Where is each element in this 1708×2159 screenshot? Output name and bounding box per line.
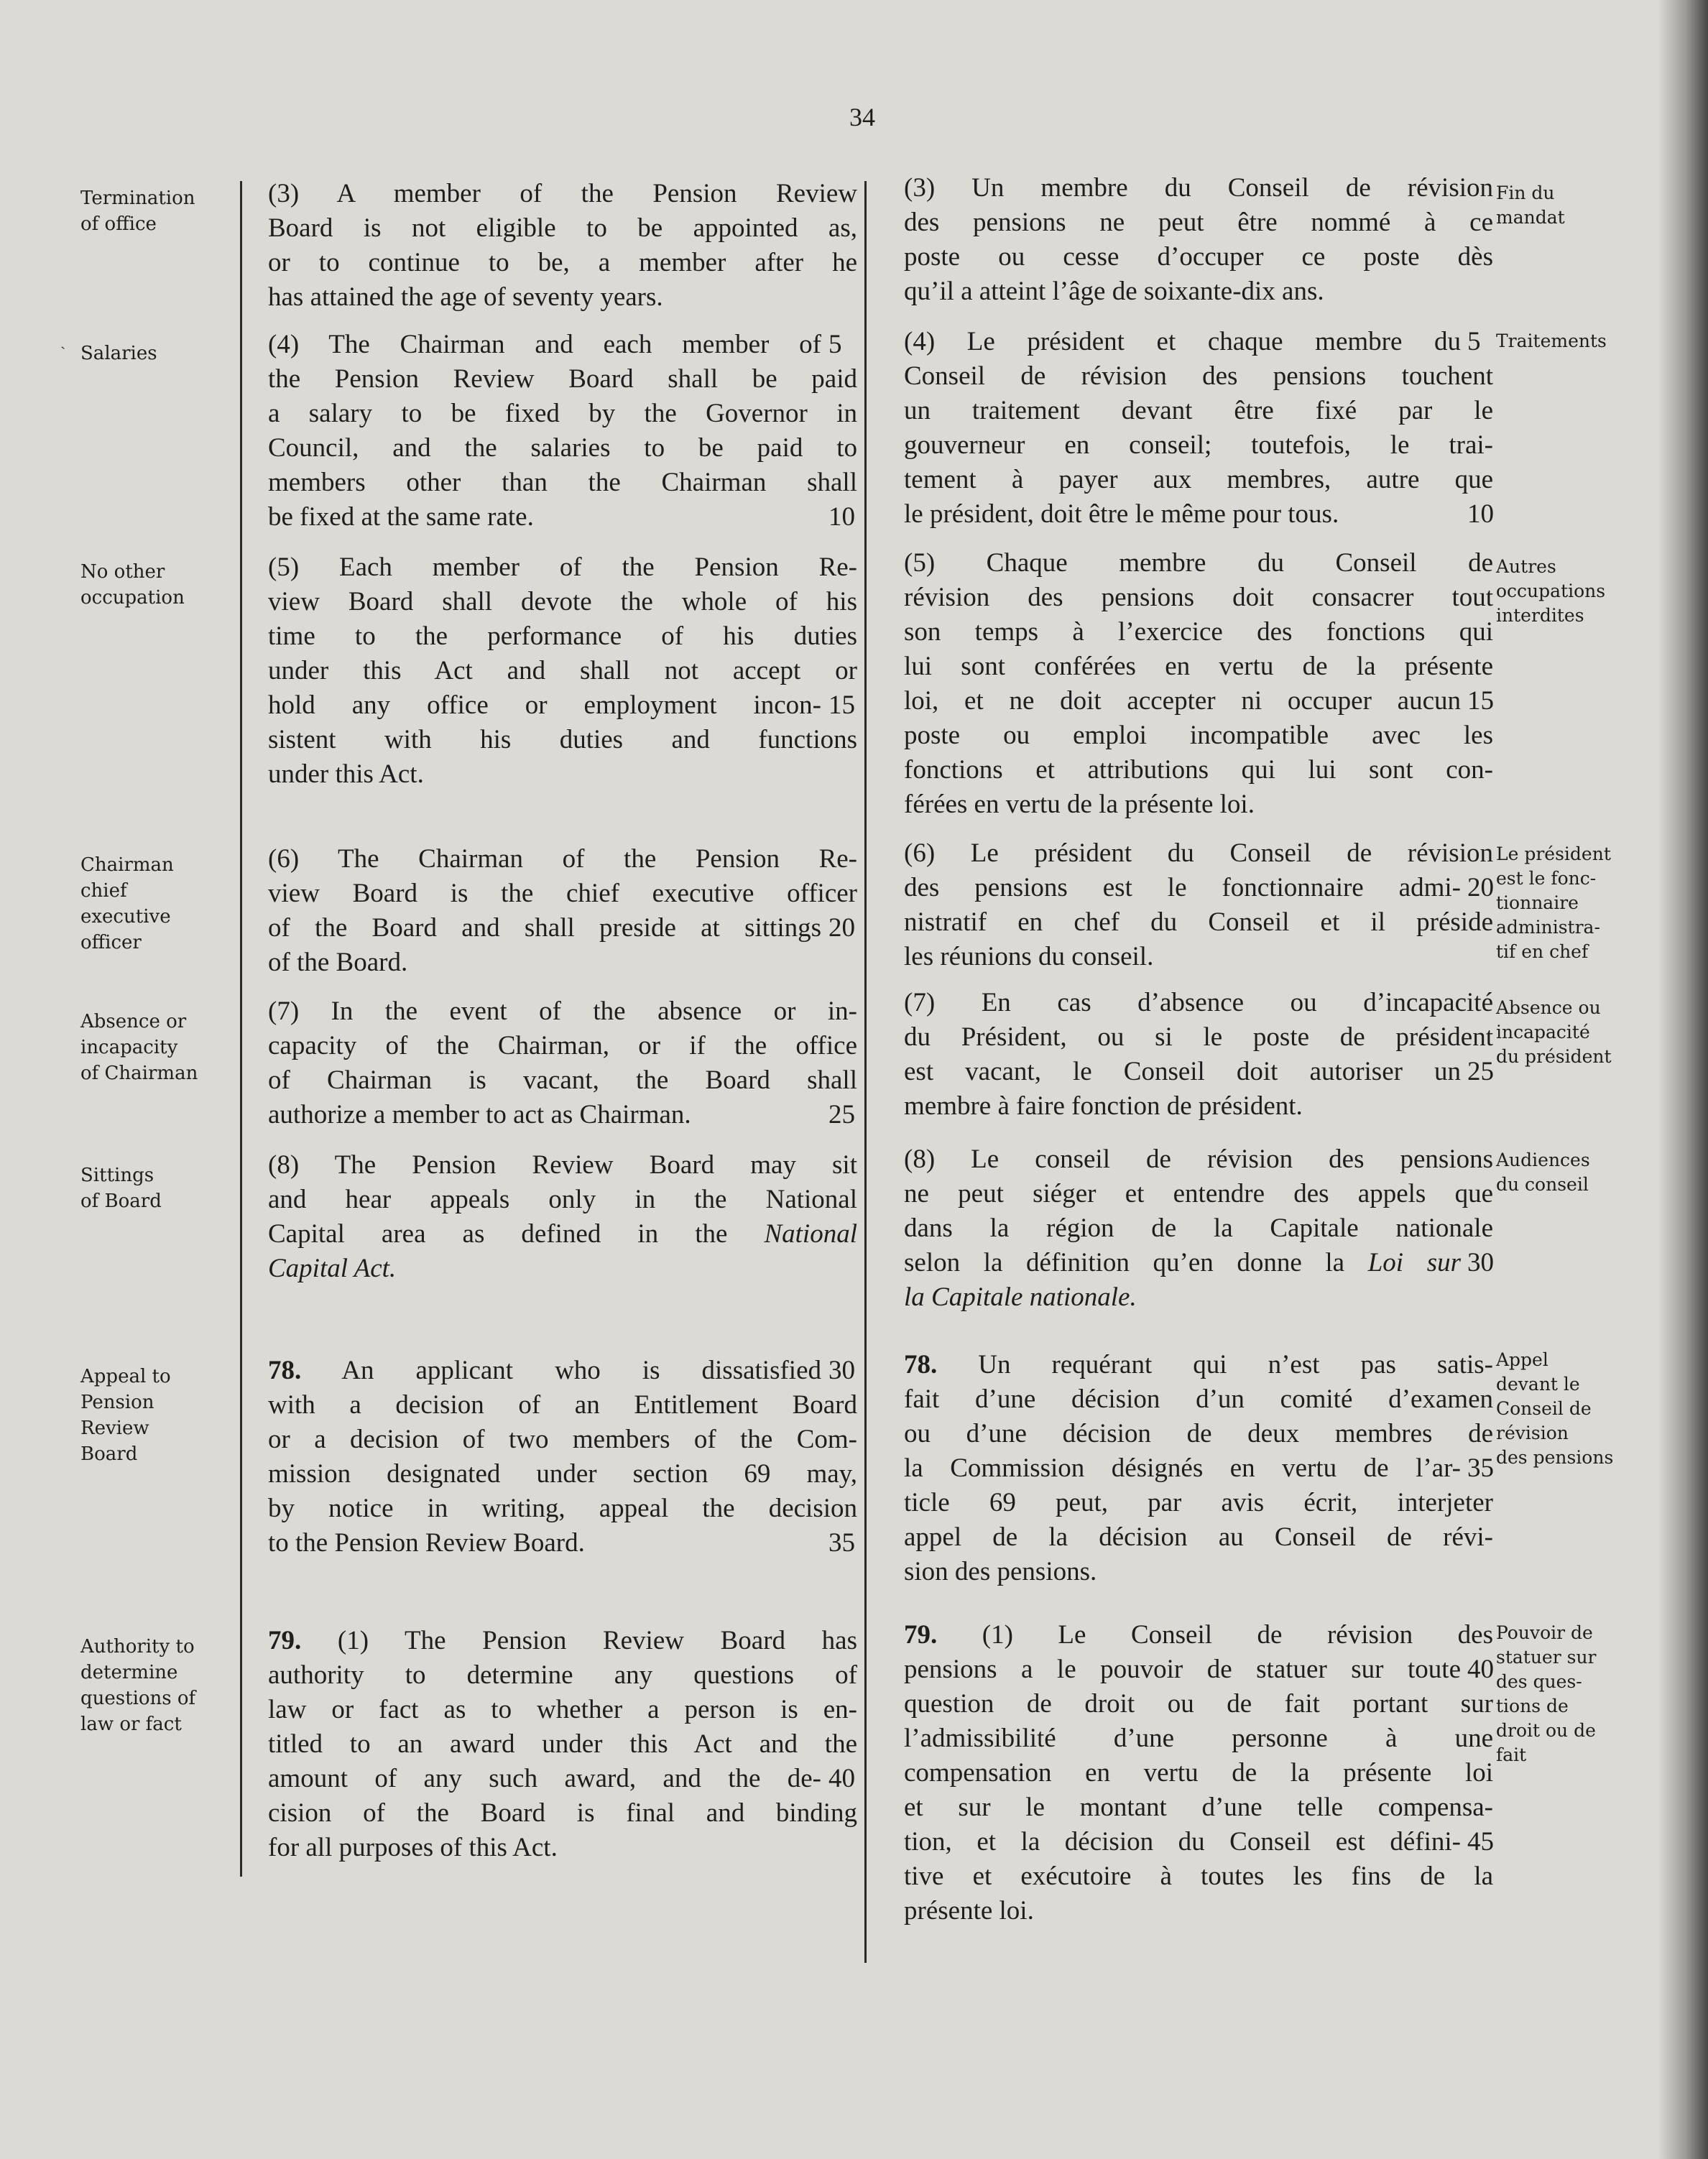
text-line <box>268 1693 857 1727</box>
line-text: tion, et la décision du Conseil est défini- <box>904 1827 1461 1857</box>
line-text: view Board is the chief executive officer <box>268 879 857 908</box>
paragraph <box>904 1618 1493 1928</box>
margin-note-line: tions de <box>1496 1696 1569 1716</box>
margin-note-left <box>80 559 231 611</box>
line-text: (5) Chaque membre du Conseil de <box>904 548 1493 578</box>
text-line <box>268 877 857 911</box>
left-column-rule <box>240 181 242 1877</box>
text-line <box>268 654 857 688</box>
line-text: la Commission désignés en vertu de l’ar- <box>904 1453 1461 1483</box>
line-text: tement à payer aux membres, autre que <box>904 465 1493 494</box>
text-line <box>268 177 857 211</box>
paragraph <box>904 325 1493 532</box>
margin-note-line: droit ou de <box>1496 1720 1596 1741</box>
margin-note-left <box>80 341 231 366</box>
line-text: for all purposes of this Act. <box>268 1833 558 1862</box>
line-text: le président, doit être le même pour tous. <box>904 499 1339 529</box>
line-number: 40 <box>1467 1655 1494 1684</box>
text-line <box>268 757 857 792</box>
margin-note-line: determine <box>80 1662 178 1683</box>
text-line <box>268 585 857 619</box>
paragraph <box>904 986 1493 1124</box>
text-line <box>268 619 857 654</box>
text-line <box>268 688 855 723</box>
margin-note-right <box>1496 996 1640 1069</box>
margin-note-line: devant le <box>1496 1374 1580 1395</box>
line-text: les réunions du conseil. <box>904 942 1154 971</box>
line-number: 25 <box>1467 1057 1494 1086</box>
line-text: loi, et ne doit accepter ni occuper aucun <box>904 686 1461 716</box>
text-line <box>268 500 855 535</box>
line-text: membre à faire fonction de président. <box>904 1091 1303 1121</box>
text-line <box>268 328 842 362</box>
text-line <box>904 394 1493 428</box>
text-line <box>268 994 857 1029</box>
paragraph <box>268 177 857 315</box>
line-text: ou d’une décision de deux membres de <box>904 1419 1493 1448</box>
line-text: 78. An applicant who is dissatisfied <box>268 1356 821 1385</box>
margin-note-line: Fin du <box>1496 182 1555 203</box>
text-line <box>904 1790 1493 1825</box>
text-line <box>268 280 857 315</box>
margin-note-line: law or fact <box>80 1714 182 1735</box>
text-line <box>268 1388 857 1423</box>
text-line <box>904 718 1493 753</box>
margin-note-line: du conseil <box>1496 1174 1589 1195</box>
margin-note-line: executive <box>80 906 171 928</box>
margin-note-line: administra- <box>1496 917 1600 938</box>
text-line <box>904 497 1494 532</box>
line-number: 45 <box>1467 1827 1494 1857</box>
text-line <box>268 362 857 397</box>
text-line <box>904 1618 1493 1652</box>
line-text: sion des pensions. <box>904 1557 1097 1586</box>
paragraph <box>268 842 857 980</box>
line-text: mission designated under section 69 may, <box>268 1459 857 1489</box>
margin-note-line: of Board <box>80 1191 162 1212</box>
margin-note-line: Termination <box>80 188 195 209</box>
text-line <box>268 1727 857 1762</box>
text-line <box>904 1555 1493 1589</box>
text-line <box>904 1211 1493 1246</box>
text-line <box>268 946 857 980</box>
text-line <box>904 684 1494 718</box>
margin-note-line: tif en chef <box>1496 941 1589 962</box>
text-line <box>268 1526 855 1561</box>
line-text: 78. Un requérant qui n’est pas satis- <box>904 1350 1493 1379</box>
line-text: (6) The Chairman of the Pension Re- <box>268 844 857 874</box>
text-line <box>904 1246 1494 1280</box>
margin-note-line: interdites <box>1496 605 1584 626</box>
text-line <box>268 1492 857 1526</box>
line-text: qu’il a atteint l’âge de soixante-dix ans. <box>904 277 1324 306</box>
text-line <box>268 466 857 500</box>
margin-note-line: Authority to <box>80 1636 195 1658</box>
margin-note-line: Conseil de <box>1496 1398 1592 1419</box>
line-number: 30 <box>828 1356 855 1385</box>
margin-tick-mark: ˋ <box>60 343 66 361</box>
margin-note-line: Traitements <box>1496 330 1607 351</box>
line-number: 10 <box>828 502 855 532</box>
text-line <box>904 1721 1493 1756</box>
margin-note-line: questions of <box>80 1688 196 1709</box>
line-number: 20 <box>1467 873 1494 902</box>
line-text: ticle 69 peut, par avis écrit, interjeter <box>904 1488 1493 1517</box>
text-line <box>904 1451 1494 1486</box>
text-line <box>268 1658 857 1693</box>
text-line <box>268 431 857 466</box>
line-text: of the Board. <box>268 948 408 977</box>
text-line <box>904 1486 1493 1520</box>
paragraph <box>268 994 857 1132</box>
text-line <box>904 546 1493 581</box>
margin-note-line: Sittings <box>80 1165 154 1186</box>
text-line <box>904 359 1493 394</box>
line-text: has attained the age of seventy years. <box>268 282 663 312</box>
line-text: fait d’une décision d’un comité d’examen <box>904 1384 1493 1414</box>
margin-note-line: révision <box>1496 1423 1569 1443</box>
page-number: 34 <box>849 103 875 131</box>
line-text: (4) Le président et chaque membre du <box>904 327 1461 356</box>
line-number: 40 <box>828 1764 855 1793</box>
line-text: du Président, ou si le poste de président <box>904 1022 1493 1052</box>
text-line <box>904 240 1493 274</box>
line-text: or a decision of two members of the Com- <box>268 1425 857 1454</box>
margin-note-line: officer <box>80 932 142 953</box>
paragraph <box>904 1348 1493 1589</box>
paragraph <box>904 1142 1493 1315</box>
line-text: (7) In the event of the absence or in- <box>268 997 857 1026</box>
text-line <box>904 1894 1493 1928</box>
line-text: and hear appeals only in the National <box>268 1185 857 1214</box>
paragraph <box>904 171 1493 309</box>
line-text: révision des pensions doit consacrer tout <box>904 583 1493 612</box>
margin-note-right <box>1496 181 1640 230</box>
line-text: amount of any such award, and the de- <box>268 1764 821 1793</box>
margin-note-left <box>80 852 231 956</box>
text-line <box>904 1417 1493 1451</box>
line-text: l’admissibilité d’une personne à une <box>904 1724 1493 1753</box>
margin-note-line: Pension <box>80 1392 154 1413</box>
text-line <box>904 986 1493 1020</box>
line-text: (3) Un membre du Conseil de révision <box>904 173 1493 203</box>
paragraph <box>904 546 1493 822</box>
line-text: la Capitale nationale. <box>904 1282 1137 1312</box>
paragraph <box>904 836 1493 974</box>
text-line <box>904 871 1494 905</box>
text-line <box>904 753 1493 787</box>
margin-note-line: Chairman <box>80 854 174 876</box>
line-number: 5 <box>1467 327 1481 356</box>
line-text: des pensions ne peut être nommé à ce <box>904 208 1493 237</box>
text-line <box>904 836 1493 871</box>
margin-note-right <box>1496 329 1640 353</box>
line-text: (8) The Pension Review Board may sit <box>268 1150 857 1180</box>
line-text: 79. (1) Le Conseil de révision des <box>904 1620 1493 1650</box>
line-text: pensions a le pouvoir de statuer sur toute <box>904 1655 1461 1684</box>
margin-note-line: incapacity <box>80 1037 178 1058</box>
line-text: titled to an award under this Act and the <box>268 1729 857 1759</box>
text-line <box>904 205 1493 240</box>
text-line <box>268 211 857 246</box>
paragraph <box>268 550 857 792</box>
text-line <box>268 1354 855 1388</box>
text-line <box>268 1183 857 1217</box>
paragraph <box>268 1624 857 1865</box>
line-text: Conseil de révision des pensions touchent <box>904 361 1493 391</box>
margin-note-line: Audiences <box>1496 1150 1590 1170</box>
line-text: under this Act and shall not accept or <box>268 656 857 685</box>
margin-note-right <box>1496 1148 1640 1197</box>
line-text: (6) Le président du Conseil de révision <box>904 838 1493 868</box>
line-text: son temps à l’exercice des fonctions qui <box>904 617 1493 647</box>
text-line <box>904 1055 1494 1089</box>
line-text: (8) Le conseil de révision des pensions <box>904 1145 1493 1174</box>
line-number: 15 <box>1467 686 1494 716</box>
text-line <box>904 1348 1493 1382</box>
text-line <box>268 1063 857 1098</box>
line-text: view Board shall devote the whole of his <box>268 587 857 616</box>
text-line <box>268 246 857 280</box>
text-line <box>904 940 1493 974</box>
text-line <box>268 550 857 585</box>
margin-note-line: No other <box>80 561 165 583</box>
margin-note-line: Review <box>80 1418 149 1439</box>
line-text: nistratif en chef du Conseil et il préside <box>904 907 1493 937</box>
line-text: dans la région de la Capitale nationale <box>904 1213 1493 1243</box>
margin-note-left <box>80 1364 231 1467</box>
margin-note-line: incapacité <box>1496 1022 1590 1042</box>
margin-note-line: est le fonc- <box>1496 868 1597 889</box>
line-number: 35 <box>1467 1453 1494 1483</box>
margin-note-line: chief <box>80 880 127 902</box>
text-line <box>904 1652 1494 1687</box>
text-line <box>904 1280 1493 1315</box>
page-edge-shadow <box>1658 0 1708 2159</box>
line-number: 35 <box>828 1528 855 1558</box>
paragraph <box>268 1148 857 1286</box>
line-text: (7) En cas d’absence ou d’incapacité <box>904 988 1493 1017</box>
text-line <box>904 463 1493 497</box>
text-line <box>268 1624 857 1658</box>
text-line <box>268 1796 857 1831</box>
margin-note-right <box>1496 842 1640 964</box>
margin-note-line: occupation <box>80 587 185 609</box>
line-text: lui sont conférées en vertu de la présente <box>904 652 1493 681</box>
line-number: 5 <box>828 330 842 359</box>
line-text: un traitement devant être fixé par le <box>904 396 1493 425</box>
margin-note-line: mandat <box>1496 207 1565 228</box>
margin-note-line: statuer sur <box>1496 1647 1597 1668</box>
text-line <box>904 1520 1493 1555</box>
paragraph <box>268 1354 857 1561</box>
text-line <box>904 325 1481 359</box>
line-text: law or fact as to whether a person is en- <box>268 1695 857 1724</box>
line-text: (4) The Chairman and each member of <box>268 330 821 359</box>
margin-note-line: Board <box>80 1443 138 1465</box>
margin-note-line: fait <box>1496 1744 1527 1765</box>
line-text: time to the performance of his duties <box>268 621 857 651</box>
line-text: (5) Each member of the Pension Re- <box>268 553 857 582</box>
margin-note-line: Appeal to <box>80 1366 171 1387</box>
line-text: cision of the Board is final and binding <box>268 1798 857 1828</box>
line-text: sistent with his duties and functions <box>268 725 857 754</box>
line-number: 30 <box>1467 1248 1494 1277</box>
margin-note-line: du président <box>1496 1046 1612 1067</box>
line-text: with a decision of an Entitlement Board <box>268 1390 857 1420</box>
text-line <box>904 274 1493 309</box>
text-line <box>904 428 1493 463</box>
line-text: members other than the Chairman shall <box>268 468 857 497</box>
text-line <box>904 787 1493 822</box>
text-line <box>904 1142 1493 1177</box>
text-line <box>904 1859 1493 1894</box>
line-text: fonctions et attributions qui lui sont con- <box>904 755 1493 785</box>
line-text: compensation en vertu de la présente loi <box>904 1758 1493 1788</box>
text-line <box>268 911 855 946</box>
line-text: of the Board and shall preside at sittings <box>268 913 821 943</box>
line-text: appel de la décision au Conseil de révi- <box>904 1522 1493 1552</box>
text-line <box>268 1457 857 1492</box>
line-text: Capital Act. <box>268 1254 397 1283</box>
line-text: a salary to be fixed by the Governor in <box>268 399 857 428</box>
text-line <box>904 1687 1493 1721</box>
text-line <box>268 842 857 877</box>
text-line <box>268 1831 857 1865</box>
line-text: gouverneur en conseil; toutefois, le trai- <box>904 430 1493 460</box>
text-line <box>904 649 1493 684</box>
line-number: 15 <box>828 690 855 720</box>
line-text: Board is not eligible to be appointed as, <box>268 213 857 243</box>
text-line <box>904 171 1493 205</box>
margin-note-line: Pouvoir de <box>1496 1622 1593 1643</box>
line-text: authority to determine any questions of <box>268 1660 857 1690</box>
text-line <box>268 723 857 757</box>
margin-note-right <box>1496 1348 1640 1470</box>
line-text: under this Act. <box>268 759 424 789</box>
center-column-rule <box>864 181 867 1963</box>
line-text: (3) A member of the Pension Review <box>268 179 857 208</box>
line-text: et sur le montant d’une telle compensa- <box>904 1793 1493 1822</box>
line-text: est vacant, le Conseil doit autoriser un <box>904 1057 1461 1086</box>
margin-note-right <box>1496 555 1640 628</box>
margin-note-line: of Chairman <box>80 1063 198 1084</box>
line-number: 10 <box>1467 499 1494 529</box>
line-text: question de droit ou de fait portant sur <box>904 1689 1493 1719</box>
line-text: férées en vertu de la présente loi. <box>904 790 1255 819</box>
text-line <box>268 1098 855 1132</box>
text-line <box>268 1252 857 1286</box>
line-number: 25 <box>828 1100 855 1129</box>
margin-note-left <box>80 1162 231 1214</box>
line-text: poste ou cesse d’occuper ce poste dès <box>904 242 1493 272</box>
paragraph <box>268 328 857 535</box>
margin-note-line: Absence or <box>80 1011 187 1032</box>
line-text: présente loi. <box>904 1896 1034 1925</box>
line-text: tive et exécutoire à toutes les fins de la <box>904 1862 1493 1891</box>
line-text: hold any office or employment incon- <box>268 690 821 720</box>
line-text: be fixed at the same rate. <box>268 502 534 532</box>
text-line <box>268 1423 857 1457</box>
margin-note-line: Autres <box>1496 556 1556 577</box>
margin-note-left <box>80 1009 231 1086</box>
line-text: authorize a member to act as Chairman. <box>268 1100 691 1129</box>
text-line <box>904 1020 1493 1055</box>
margin-note-line: tionnaire <box>1496 892 1579 913</box>
line-text: des pensions est le fonctionnaire admi- <box>904 873 1461 902</box>
text-line <box>268 1217 857 1252</box>
line-text: Council, and the salaries to be paid to <box>268 433 857 463</box>
text-line <box>904 1382 1493 1417</box>
text-line <box>268 1762 855 1796</box>
margin-note-line: des ques- <box>1496 1671 1582 1692</box>
margin-note-line: of office <box>80 213 157 235</box>
line-text: or to continue to be, a member after he <box>268 248 857 277</box>
line-text: the Pension Review Board shall be paid <box>268 364 857 394</box>
text-line <box>268 1148 857 1183</box>
margin-note-line: Salaries <box>80 343 157 364</box>
margin-note-line: Le président <box>1496 843 1611 864</box>
line-text: ne peut siéger et entendre des appels que <box>904 1179 1493 1208</box>
line-text: Capital area as defined in the National <box>268 1219 857 1249</box>
line-text: by notice in writing, appeal the decision <box>268 1494 857 1523</box>
margin-note-line: Appel <box>1496 1349 1548 1370</box>
text-line <box>268 1029 857 1063</box>
text-line <box>904 1089 1493 1124</box>
margin-note-line: des pensions <box>1496 1447 1614 1468</box>
line-text: of Chairman is vacant, the Board shall <box>268 1065 857 1095</box>
text-line <box>904 905 1493 940</box>
line-text: selon la définition qu’en donne la Loi sur <box>904 1248 1461 1277</box>
margin-note-line: Absence ou <box>1496 997 1601 1018</box>
margin-note-right <box>1496 1621 1640 1767</box>
text-line <box>904 615 1493 649</box>
line-text: poste ou emploi incompatible avec les <box>904 721 1493 750</box>
margin-note-line: occupations <box>1496 581 1606 601</box>
margin-note-left <box>80 1634 231 1737</box>
text-line <box>904 1756 1493 1790</box>
margin-note-left <box>80 185 231 237</box>
line-text: capacity of the Chairman, or if the office <box>268 1031 857 1060</box>
text-line <box>904 1825 1494 1859</box>
text-line <box>268 397 857 431</box>
line-text: 79. (1) The Pension Review Board has <box>268 1626 857 1655</box>
line-number: 20 <box>828 913 855 943</box>
text-line <box>904 581 1493 615</box>
line-text: to the Pension Review Board. <box>268 1528 585 1558</box>
text-line <box>904 1177 1493 1211</box>
